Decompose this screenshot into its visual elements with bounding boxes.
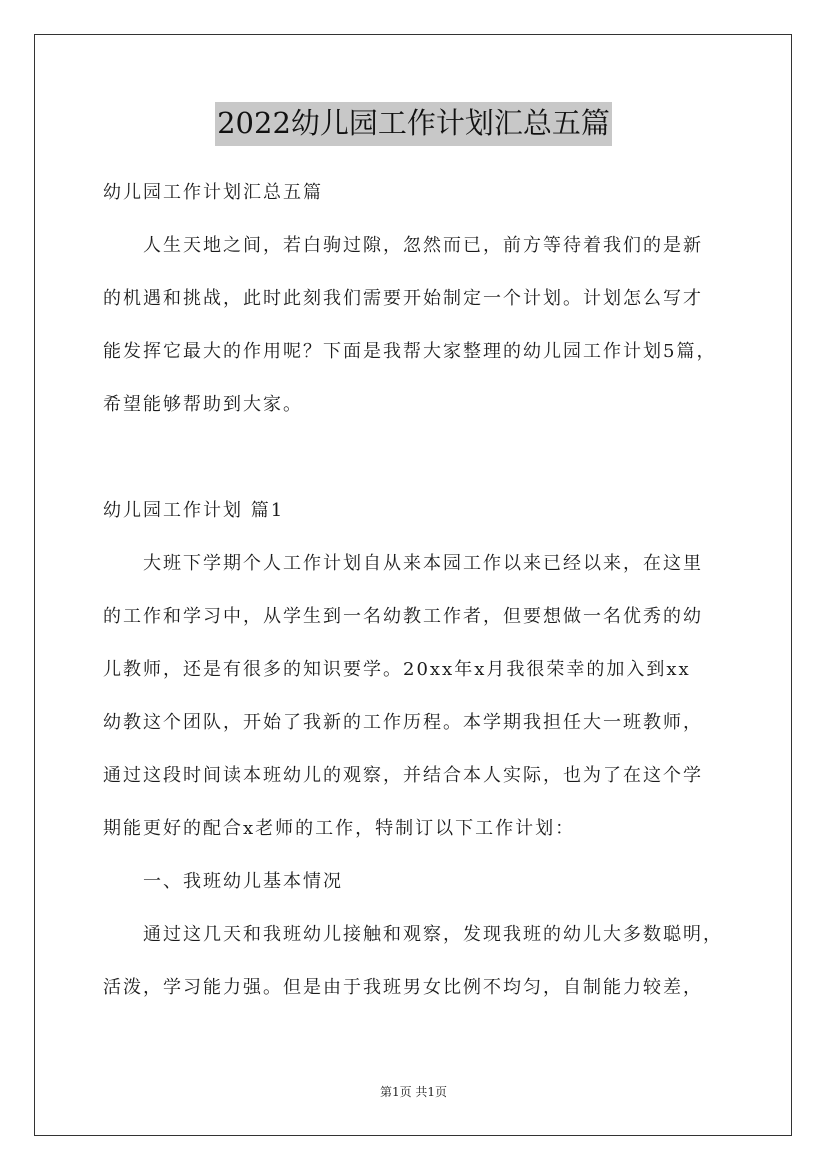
blank-line xyxy=(103,431,728,484)
section-heading: 幼儿园工作计划 篇1 xyxy=(103,500,285,521)
subtitle: 幼儿园工作计划汇总五篇 xyxy=(103,182,323,203)
paragraph-line: 希望能够帮助到大家。 xyxy=(103,394,303,415)
paragraph-line: 通过这几天和我班幼儿接触和观察，发现我班的幼儿大多数聪明， xyxy=(143,924,723,945)
paragraph-line: 儿教师，还是有很多的知识要学。20xx年x月我很荣幸的加入到xx xyxy=(103,659,691,680)
paragraph-line: 幼教这个团队，开始了我新的工作历程。本学期我担任大一班教师， xyxy=(103,712,703,733)
document-title: 2022幼儿园工作计划汇总五篇 xyxy=(215,102,612,146)
subheading: 一、我班幼儿基本情况 xyxy=(143,871,343,892)
paragraph-line: 活泼，学习能力强。但是由于我班男女比例不均匀，自制能力较差， xyxy=(103,977,703,998)
paragraph-line: 能发挥它最大的作用呢？下面是我帮大家整理的幼儿园工作计划5篇， xyxy=(103,341,717,362)
paragraph-line: 大班下学期个人工作计划自从来本园工作以来已经以来，在这里 xyxy=(143,553,703,574)
paragraph-line: 的工作和学习中，从学生到一名幼教工作者，但要想做一名优秀的幼 xyxy=(103,606,703,627)
paragraph-line: 期能更好的配合x老师的工作，特制订以下工作计划： xyxy=(103,818,576,839)
page-footer: 第1页 共1页 xyxy=(379,1085,448,1099)
paragraph-line: 的机遇和挑战，此时此刻我们需要开始制定一个计划。计划怎么写才 xyxy=(103,288,703,309)
title-area xyxy=(0,102,827,146)
paragraph-line: 人生天地之间，若白驹过隙，忽然而已，前方等待着我们的是新 xyxy=(143,235,703,256)
document-body xyxy=(103,166,728,1014)
paragraph-line: 通过这段时间读本班幼儿的观察，并结合本人实际，也为了在这个学 xyxy=(103,765,703,786)
